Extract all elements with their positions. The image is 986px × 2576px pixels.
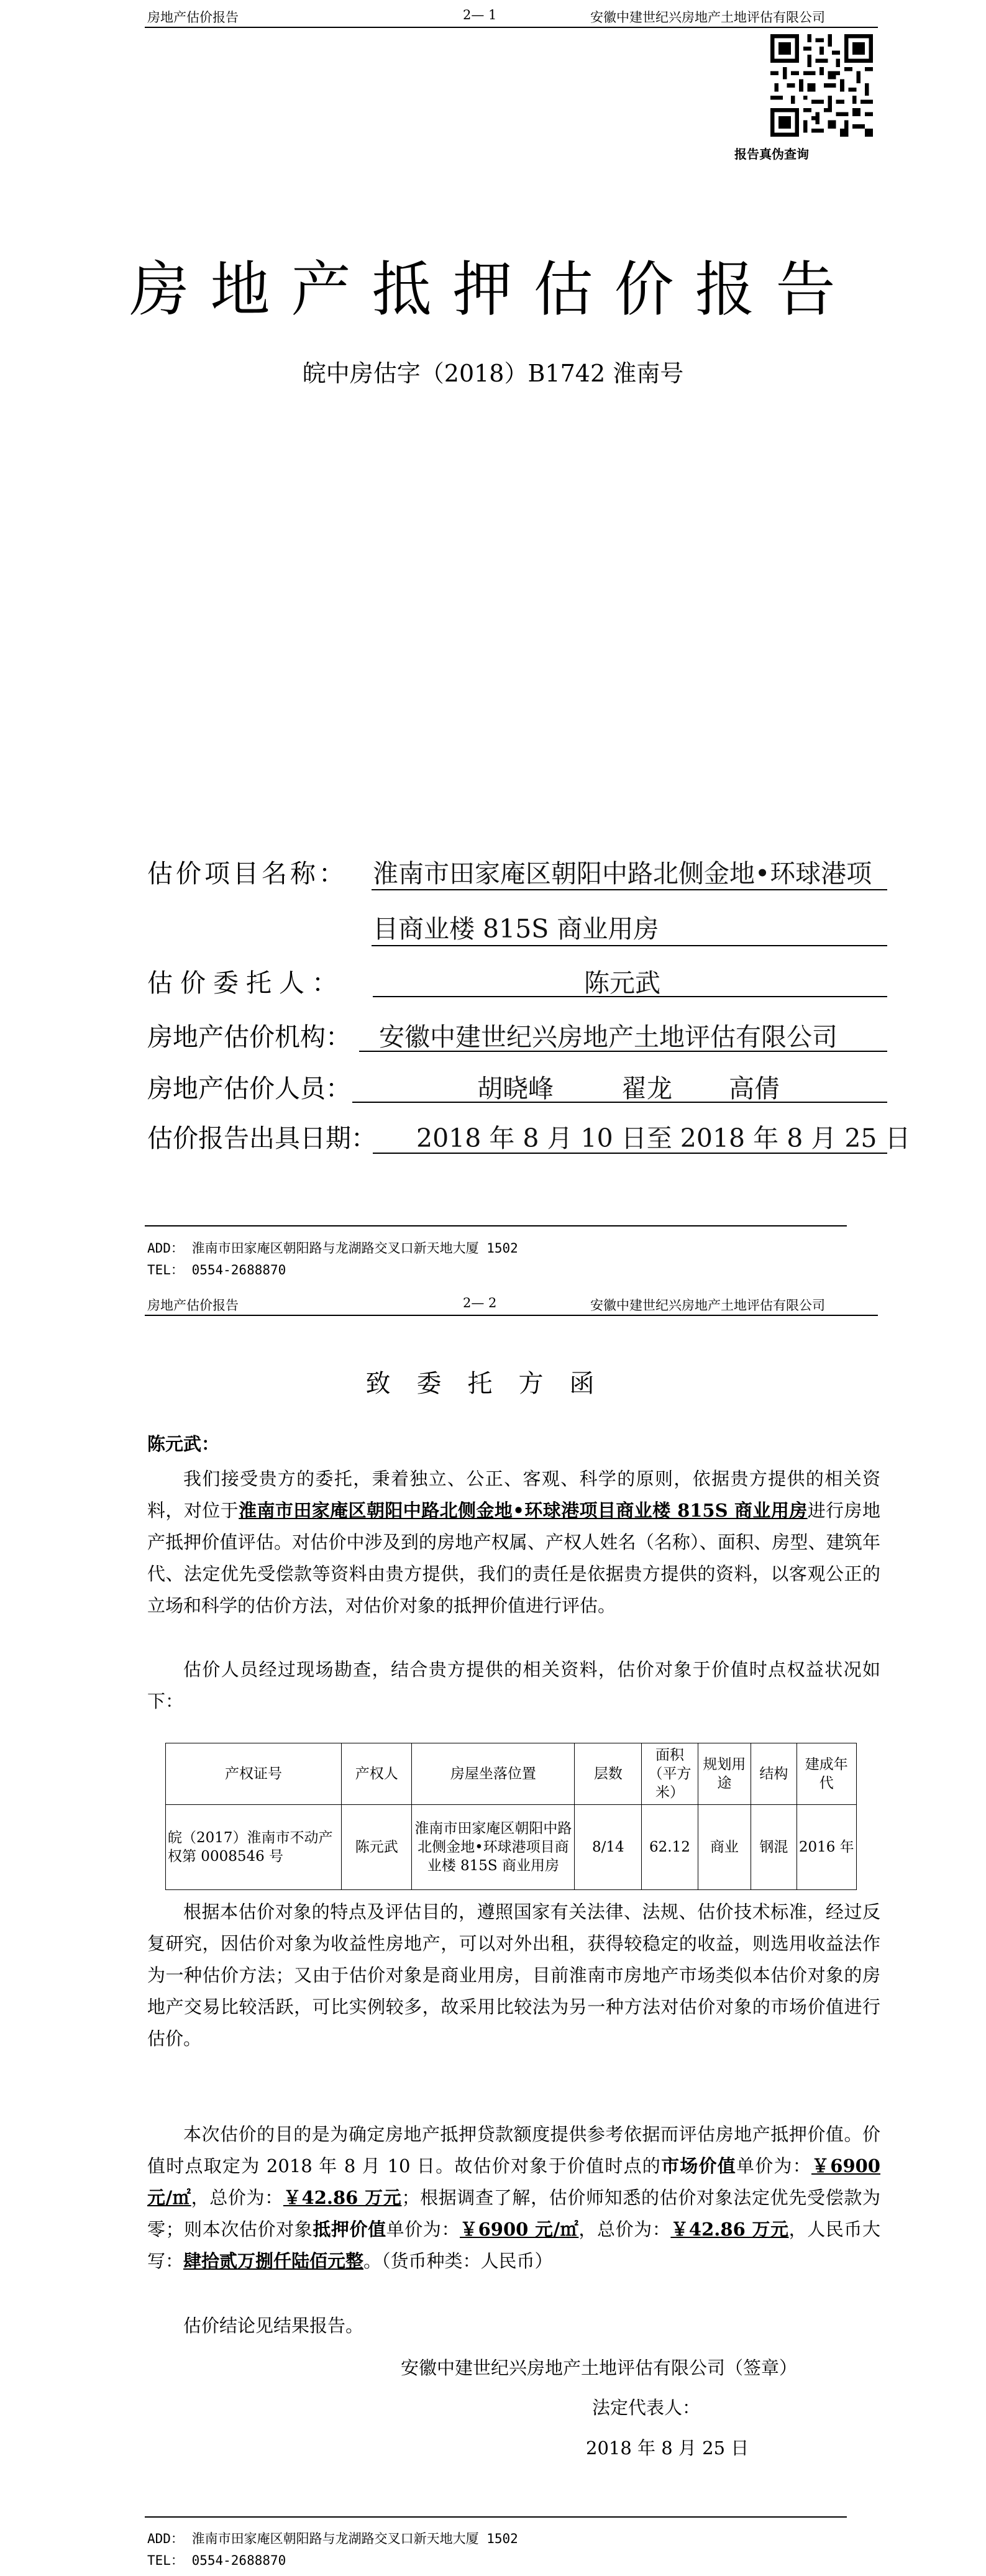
signature-company: 安徽中建世纪兴房地产土地评估有限公司（签章） xyxy=(401,2357,798,2378)
p4-o: 。（货币种类：人民币） xyxy=(363,2250,553,2272)
mortgage-unit-price: ￥6900 元/㎡ xyxy=(460,2219,579,2240)
th-area: 面积（平方米） xyxy=(642,1743,698,1805)
agency-value: 安徽中建世纪兴房地产土地评估有限公司 xyxy=(379,1022,838,1052)
qr-code-graphic xyxy=(770,34,873,137)
client-label: 估价委托人： xyxy=(147,968,345,998)
p4-e: ，总价为： xyxy=(191,2187,283,2208)
agency-underline xyxy=(359,1051,887,1052)
cell-owner: 陈元武 xyxy=(342,1805,412,1890)
mortgage-total-price: ￥42.86 万元 xyxy=(670,2219,789,2240)
appraiser-2: 翟龙 xyxy=(621,1074,672,1103)
cell-floors: 8/14 xyxy=(575,1805,642,1890)
paragraph-1 xyxy=(147,1463,880,1622)
page1-header-left: 房地产估价报告 xyxy=(147,10,239,25)
th-structure: 结构 xyxy=(751,1743,797,1805)
signature-legal-rep: 法定代表人： xyxy=(592,2397,701,2418)
cell-cert-no: 皖（2017）淮南市不动产权第 0008546 号 xyxy=(166,1805,342,1890)
report-number: 皖中房估字（2018）B1742 淮南号 xyxy=(302,360,684,387)
qr-code-icon[interactable] xyxy=(770,34,873,137)
th-owner: 产权人 xyxy=(342,1743,412,1805)
paragraph-5: 估价结论见结果报告。 xyxy=(183,2315,364,2336)
signature-date: 2018 年 8 月 25 日 xyxy=(586,2437,749,2459)
paragraph-1-c: 进行房地产抵押价值评估。对估价中涉及到的房地产权属、产权人姓名（名称）、面积、房型、建筑年代、法定优先受偿款等资料由贵方提供，我们的责任是依据贵方提供的资料，以客观公正的立场和科学的估价方法，对估价对象的抵押价值进行评估。 xyxy=(147,1500,880,1616)
client-value: 陈元武 xyxy=(584,968,660,998)
agency-label: 房地产估价机构： xyxy=(147,1022,351,1052)
cell-area: 62.12 xyxy=(642,1805,698,1890)
market-value-label: 市场价值 xyxy=(661,2155,737,2176)
p4-g: ；根据调查了解，估价师知悉的估价对象法定优先受偿款为零；则本次估价对象 xyxy=(147,2187,880,2240)
date-label: 估价报告出具日期： xyxy=(147,1123,377,1153)
project-underline-1 xyxy=(372,889,887,890)
date-underline xyxy=(373,1153,887,1154)
cell-structure: 钢混 xyxy=(751,1805,797,1890)
th-year: 建成年代 xyxy=(797,1743,857,1805)
property-address: 淮南市田家庵区朝阳中路北侧金地•环球港项目商业楼 815S 商业用房 xyxy=(239,1500,808,1521)
th-usage: 规划用途 xyxy=(698,1743,751,1805)
client-underline xyxy=(373,996,887,997)
th-floors: 层数 xyxy=(575,1743,642,1805)
appraiser-3: 高倩 xyxy=(729,1074,780,1103)
p4-c: 单价为： xyxy=(736,2155,812,2176)
mortgage-value-label: 抵押价值 xyxy=(313,2219,386,2240)
table-header-row xyxy=(166,1743,857,1805)
page2-footer-rule xyxy=(145,2516,847,2518)
page2-header-left: 房地产估价报告 xyxy=(147,1298,239,1313)
page2-header-page: 2— 2 xyxy=(463,1295,497,1310)
date-value: 2018 年 8 月 10 日至 2018 年 8 月 25 日 xyxy=(416,1123,911,1153)
table-row xyxy=(166,1805,857,1890)
paragraph-1-a: 我们接受贵方的委托，秉着独立、公正、客观、科学的原则，依据贵方提供的相关资料，对位于 xyxy=(147,1468,880,1521)
qr-caption: 报告真伪查询 xyxy=(734,147,809,162)
paragraph-2: 估价人员经过现场勘查，结合贵方提供的相关资料，估价对象于价值时点权益状况如下： xyxy=(147,1659,880,1712)
property-rights-table xyxy=(165,1743,857,1890)
project-label: 估价项目名称： xyxy=(147,859,347,888)
appraiser-1: 胡晓峰 xyxy=(477,1074,554,1103)
project-underline-2 xyxy=(372,945,887,946)
cell-year: 2016 年 xyxy=(797,1805,857,1890)
appraisers-underline xyxy=(352,1102,887,1103)
p4-m: ，人民币大写： xyxy=(147,2219,880,2272)
th-cert-no: 产权证号 xyxy=(166,1743,342,1805)
page1-footer-tel: TEL： 0554-2688870 xyxy=(147,1263,286,1277)
p4-a: 本次估价的目的是为确定房地产抵押贷款额度提供参考依据而评估房地产抵押价值。价值时点取定为 2018 年 8 月 10 日。故估价对象于价值时点的 xyxy=(147,2124,880,2176)
report-title: 房地产抵押估价报告 xyxy=(129,255,857,324)
page2-header-right: 安徽中建世纪兴房地产土地评估有限公司 xyxy=(590,1298,825,1313)
project-value-line1: 淮南市田家庵区朝阳中路北侧金地•环球港项 xyxy=(373,859,872,888)
project-value-line2: 目商业楼 815S 商业用房 xyxy=(373,914,659,944)
th-location: 房屋坐落位置 xyxy=(412,1743,575,1805)
page2-header-rule xyxy=(145,1315,878,1316)
page2-footer-address: ADD： 淮南市田家庵区朝阳路与龙湖路交叉口新天地大厦 1502 xyxy=(147,2531,518,2546)
appraisers-label: 房地产估价人员： xyxy=(147,1074,351,1103)
cell-usage: 商业 xyxy=(698,1805,751,1890)
salutation: 陈元武： xyxy=(147,1433,220,1455)
p4-i: 单价为： xyxy=(386,2219,460,2240)
page1-header-right: 安徽中建世纪兴房地产土地评估有限公司 xyxy=(590,10,825,25)
page1-footer-rule xyxy=(145,1225,847,1226)
market-unit-price: ￥6900 元/㎡ xyxy=(147,2155,880,2208)
p4-k: ，总价为： xyxy=(578,2219,671,2240)
letter-title: 致委托方函 xyxy=(365,1369,621,1398)
market-total-price: ￥42.86 万元 xyxy=(283,2187,402,2208)
page1-header-rule xyxy=(145,27,878,28)
page2-footer-tel: TEL： 0554-2688870 xyxy=(147,2553,286,2568)
page1-header-page: 2— 1 xyxy=(463,7,497,22)
cell-location: 淮南市田家庵区朝阳中路北侧金地•环球港项目商业楼 815S 商业用房 xyxy=(412,1805,575,1890)
amount-in-words: 肆拾贰万捌仟陆佰元整 xyxy=(183,2250,364,2272)
paragraph-3: 根据本估价对象的特点及评估目的，遵照国家有关法律、法规、估价技术标准，经过反复研究，因估价对象为收益性房地产，可以对外出租，获得较稳定的收益，则选用收益法作为一种估价方法；又由于估价对象是商业用房，目前淮南市房地产市场类似本估价对象的房地产交易比较活跃，可比实例较多，故采用比较法为另一种方法对估价对象的市场价值进行估价。 xyxy=(147,1901,880,2049)
page1-footer-address: ADD： 淮南市田家庵区朝阳路与龙湖路交叉口新天地大厦 1502 xyxy=(147,1241,518,1256)
paragraph-4 xyxy=(147,2119,880,2277)
